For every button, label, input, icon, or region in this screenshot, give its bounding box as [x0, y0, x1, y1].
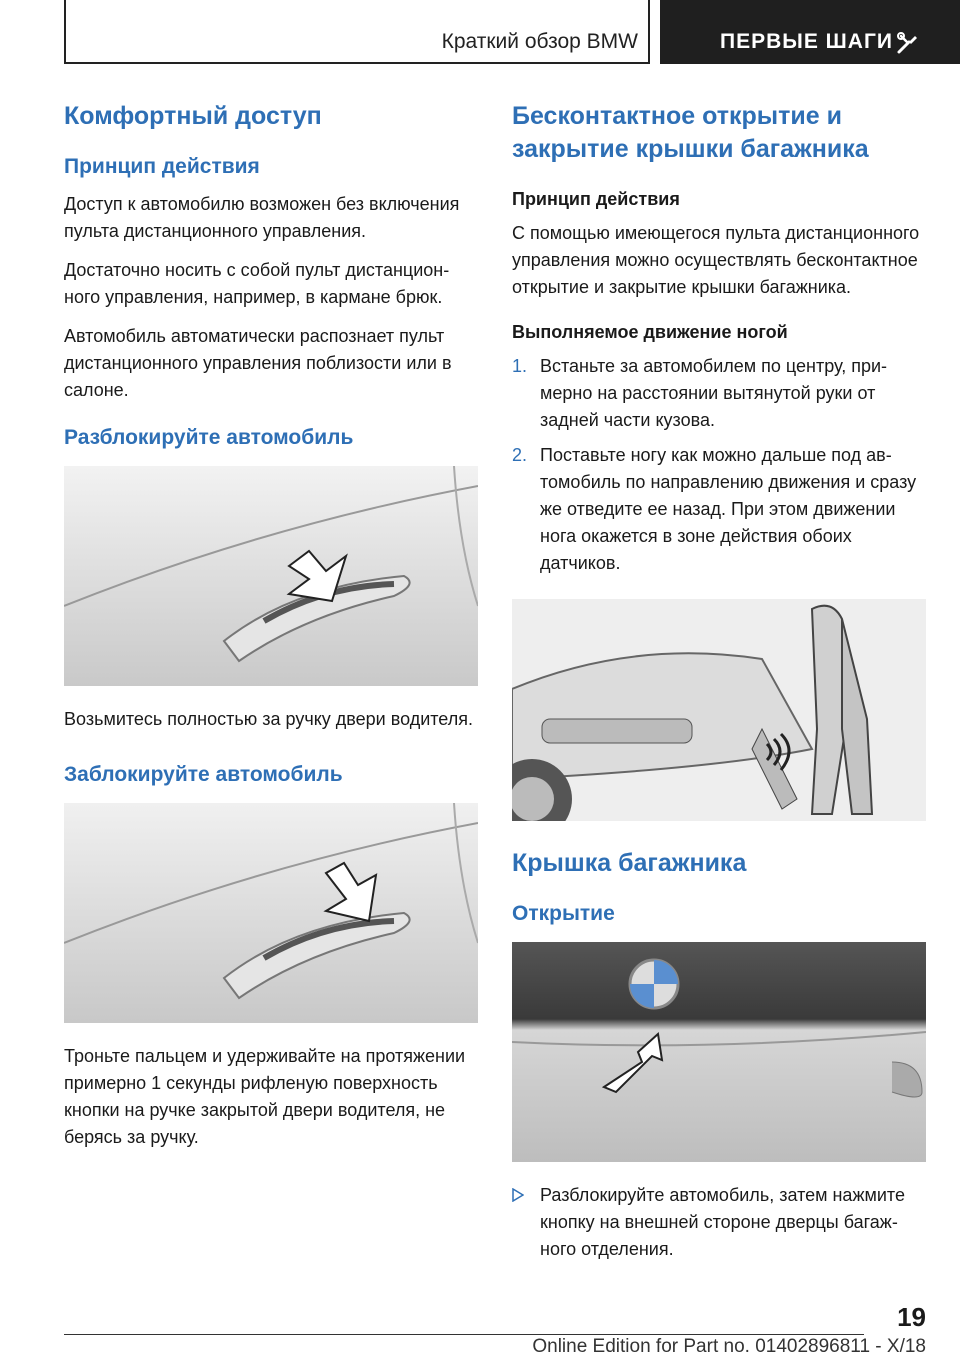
unlock-caption: Возьмитесь полностью за ручку двери водителя. — [64, 709, 473, 729]
header-section-tab — [660, 0, 960, 64]
foot-kick-sensor-image — [512, 599, 926, 821]
step-text: Встаньте за автомобилем по центру, примерно на расстоянии вытянутой руки от задней части кузова. — [540, 356, 888, 430]
principle-heading: Принцип действия — [64, 155, 260, 178]
door-handle-lock-image — [64, 803, 478, 1023]
left-column — [64, 100, 478, 1163]
lock-heading: Заблокируйте автомобиль — [64, 763, 343, 786]
footer-edition: Online Edition for Part no. 01402896811 - X/18 — [532, 1336, 926, 1357]
foot-movement-subheading: Выполняемое движение ногой — [512, 322, 788, 342]
door-handle-unlock-image — [64, 466, 478, 686]
step-text: Поставьте ногу как можно дальше под автомобиль по направлению движения и сразу же отведите ее назад. При этом движении нога окажется в зоне действия обоих датчиков. — [540, 445, 917, 573]
paragraph: Достаточно носить с собой пульт дистанционного управления, например, в кармане брюк. — [64, 260, 450, 307]
list-item — [512, 442, 926, 577]
list-item — [512, 353, 926, 434]
page-number: 19 — [897, 1302, 926, 1332]
opening-heading: Открытие — [512, 902, 615, 925]
instruction-text: Разблокируйте автомобиль, затем нажмите кнопку на внешней стороне дверцы багажного отделения. — [540, 1185, 905, 1259]
header-title: Краткий обзор BMW — [441, 30, 638, 53]
lock-caption: Троньте пальцем и удерживайте на протяжении примерно 1 секунды рифленую поверхность кнопки на ручке закрытой двери водителя, не берясь за ручку. — [64, 1046, 466, 1147]
instruction-bullet — [512, 1182, 926, 1263]
paragraph: С помощью имеющегося пульта дистанционного управления можно осуществлять бесконтактное открытие и закрытие крышки багажника. — [512, 223, 920, 297]
principle-subheading: Принцип действия — [512, 189, 680, 209]
hands-free-trunk-heading: Бесконтактное открытие и закрытие крышки багажника — [512, 102, 869, 163]
comfort-access-heading: Комфортный доступ — [64, 102, 322, 130]
right-column — [512, 100, 926, 1263]
unlock-heading: Разблокируйте автомобиль — [64, 426, 354, 449]
steps-list — [512, 353, 926, 577]
footer-divider — [64, 1334, 864, 1335]
trunk-lid-heading: Крышка багажника — [512, 849, 747, 877]
paragraph: Автомобиль автоматически распознает пульт дистанционного управления поблизости или в салоне. — [64, 326, 452, 400]
step-number: 1. — [512, 356, 528, 376]
header-title-box — [64, 0, 650, 64]
step-number: 2. — [512, 445, 528, 465]
triangle-bullet-icon — [512, 1188, 524, 1202]
paragraph: Доступ к автомобилю возможен без включения пульта дистанционного управления. — [64, 194, 460, 241]
trunk-button-image — [512, 942, 926, 1162]
wrench-screwdriver-icon — [895, 30, 921, 56]
header-section-label: ПЕРВЫЕ ШАГИ — [720, 30, 893, 53]
